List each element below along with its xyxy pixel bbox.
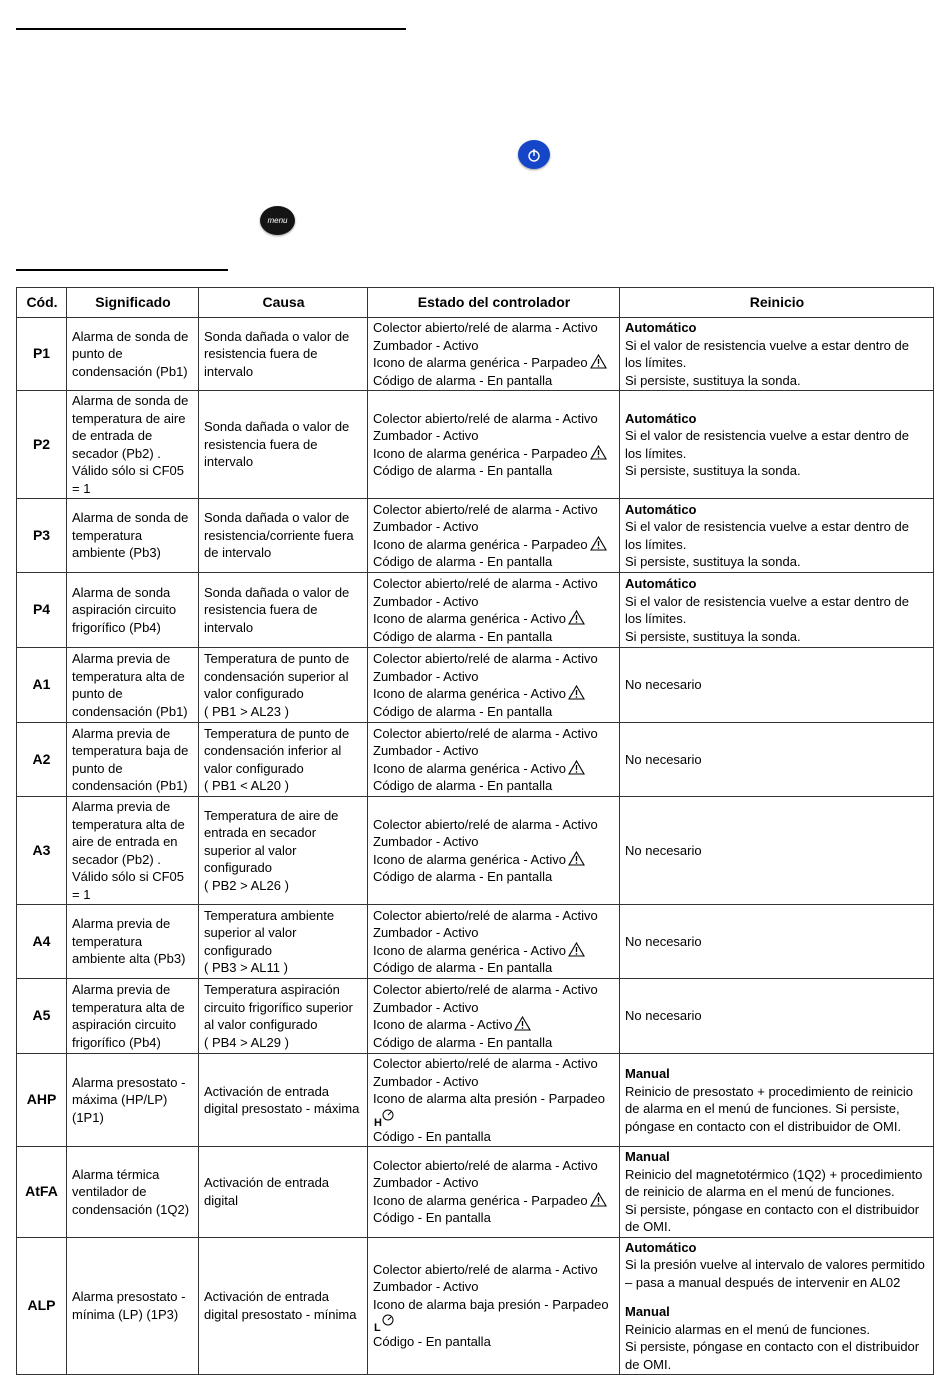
controller-state-text: Icono de alarma genérica - Activo [373,686,566,701]
warning-triangle-icon [590,1192,607,1207]
alarm-cause-cell [199,499,368,573]
table-row [17,573,934,648]
table-row [17,979,934,1054]
table-row [17,1147,934,1238]
alarm-code: P3 [17,499,67,573]
power-button[interactable] [518,140,550,169]
controller-state-text: Zumbador - Activo [373,999,479,1015]
table-row [17,499,934,573]
controller-state-text: Colector abierto/relé de alarma - Activo [373,725,598,741]
reset-cell [620,1054,934,1147]
alarm-code: A2 [17,723,67,797]
controller-state-line [373,410,615,428]
high-pressure-icon-letter: H [374,1116,382,1128]
controller-state-line [373,851,615,869]
controller-state-line [373,907,615,925]
controller-state-line [373,777,615,795]
alarm-cause-condition: ( PB4 > AL29 ) [204,1034,289,1050]
controller-state-text: Código de alarma - En pantalla [373,1034,553,1050]
controller-state-cell [368,979,620,1054]
controller-state-text: Colector abierto/relé de alarma - Activo [373,501,598,517]
controller-state-line [373,462,615,480]
reset-cell [620,723,934,797]
controller-state-line [373,1055,615,1073]
controller-state-line [373,833,615,851]
controller-state-line [373,1209,615,1227]
controller-state-text: Colector abierto/relé de alarma - Activo [373,1261,598,1277]
reset-cell [620,573,934,648]
controller-state-line [373,501,615,519]
controller-state-text: Zumbador - Activo [373,743,479,758]
controller-state-text: Zumbador - Activo [373,668,479,684]
alarm-code: AHP [17,1054,67,1147]
alarm-code: A4 [17,905,67,979]
controller-state-text: Zumbador - Activo [373,593,479,609]
controller-state-text: Código de alarma - En pantalla [373,628,553,644]
reset-description-secondary: Si persiste, póngase en contacto con el distribuidor de OMI. [625,1339,920,1372]
controller-state-line [373,685,615,703]
reset-description: Si el valor de resistencia vuelve a estar dentro de los límites. [625,519,909,552]
controller-state-line [373,981,615,999]
controller-state-text: Código - En pantalla [373,1128,491,1144]
low-pressure-icon [373,1313,395,1333]
reset-description: No necesario [625,933,702,949]
alarm-cause: Sonda dañada o valor de resistencia/corriente fuera de intervalo [204,510,354,561]
controller-state-line [373,1296,615,1314]
reset-description: Si el valor de resistencia vuelve a estar dentro de los límites. [625,593,909,626]
alarm-cause-cell [199,1237,368,1375]
controller-state-text: Colector abierto/relé de alarma - Activo [373,410,598,426]
reset-cell [620,499,934,573]
controller-state-text: Zumbador - Activo [373,519,479,534]
controller-state-text: Icono de alarma genérica - Parpadeo [373,445,588,461]
controller-state-line [373,1073,615,1091]
alarm-cause-cell [199,391,368,499]
table-row [17,905,934,979]
controller-state-line [373,518,615,536]
alarm-cause-condition: ( PB3 > AL11 ) [204,960,288,975]
controller-state-line [373,628,615,646]
controller-state-cell [368,905,620,979]
table-row [17,648,934,723]
table-row [17,391,934,499]
alarm-cause: Temperatura de aire de entrada en secador superior al valor configurado [204,807,339,876]
warning-triangle-icon [568,851,585,866]
alarm-meaning: Alarma térmica ventilador de condensación (1Q2) [67,1147,199,1238]
controller-state-line [373,445,615,463]
reset-mode: Automático [625,1239,697,1255]
alarm-meaning: Alarma de sonda aspiración circuito frigorífico (Pb4) [67,573,199,648]
controller-state-line [373,650,615,668]
reset-description: No necesario [625,677,702,693]
controller-state-line [373,319,615,337]
controller-state-line [373,354,615,372]
controller-state-line [373,1090,615,1108]
controller-state-text: Colector abierto/relé de alarma - Activo [373,1157,598,1173]
reset-description: No necesario [625,751,702,767]
warning-triangle-icon [568,610,585,625]
alarm-code: P4 [17,573,67,648]
alarm-code: ALP [17,1237,67,1375]
controller-state-cell [368,1237,620,1375]
alarm-code: A5 [17,979,67,1054]
controller-state-line [373,1034,615,1052]
column-header-cause: Causa [199,288,368,318]
reset-mode: Manual [625,1149,670,1164]
controller-state-text: Código de alarma - En pantalla [373,869,553,884]
controller-state-line [373,742,615,760]
alarm-cause-cell [199,723,368,797]
reset-description: Si el valor de resistencia vuelve a estar dentro de los límites. [625,337,909,370]
reset-mode: Automático [625,320,697,335]
column-header-code: Cód. [17,288,67,318]
warning-triangle-icon [514,1016,531,1031]
alarm-cause-cell [199,648,368,723]
controller-state-line [373,1128,615,1146]
alarm-meaning: Alarma de sonda de temperatura de aire de entrada de secador (Pb2) . Válido sólo si CF05 = 1 [67,391,199,499]
reset-description: No necesario [625,1008,702,1024]
controller-state-text: Colector abierto/relé de alarma - Activo [373,320,598,335]
controller-state-line [373,1261,615,1279]
controller-state-line [373,725,615,743]
high-pressure-icon [373,1108,395,1128]
alarm-cause-cell [199,1147,368,1238]
menu-button[interactable] [260,206,295,235]
alarm-cause-condition: ( PB2 > AL26 ) [204,877,289,893]
menu-button-label: menu [267,216,288,225]
controller-state-cell [368,318,620,391]
reset-mode: Manual [625,1066,670,1081]
header-rule [16,28,406,30]
controller-state-line [373,1174,615,1192]
controller-state-text: Zumbador - Activo [373,1175,479,1191]
controller-state-text: Colector abierto/relé de alarma - Activo [373,907,598,923]
alarm-cause: Activación de entrada digital [204,1175,330,1208]
controller-state-text: Código de alarma - En pantalla [373,960,553,975]
controller-state-cell [368,723,620,797]
controller-state-text: Icono de alarma genérica - Activo [373,760,566,776]
reset-description: Reinicio de presostato + procedimiento de reinicio de alarma en el menú de funciones. Si persiste, póngase en contacto con el distribuidor de OMI. [625,1083,913,1134]
alarm-cause: Temperatura de punto de condensación superior al valor configurado [204,651,350,701]
controller-state-cell [368,499,620,573]
reset-mode-secondary: Manual [625,1304,670,1319]
table-row [17,797,934,905]
table-row [17,1054,934,1147]
alarm-meaning: Alarma previa de temperatura baja de punto de condensación (Pb1) [67,723,199,797]
controller-state-line [373,1016,615,1034]
controller-state-line [373,924,615,942]
warning-triangle-icon [568,760,585,775]
alarm-cause: Temperatura aspiración circuito frigorífico superior al valor configurado [204,982,353,1032]
controller-state-line [373,942,615,960]
controller-state-text: Zumbador - Activo [373,1279,479,1295]
table-row [17,723,934,797]
alarm-meaning: Alarma previa de temperatura alta de aire de entrada en secador (Pb2) . Válido sólo si CF05 = 1 [67,797,199,905]
controller-state-line [373,337,615,355]
controller-state-text: Código de alarma - En pantalla [373,703,553,719]
reset-description: Si el valor de resistencia vuelve a estar dentro de los límites. [625,428,909,461]
alarm-cause-cell [199,905,368,979]
table-row [17,318,934,391]
alarm-meaning: Alarma presostato - máxima (HP/LP) (1P1) [67,1054,199,1147]
controller-state-text: Código de alarma - En pantalla [373,778,553,793]
reset-description: Reinicio del magnetotérmico (1Q2) + procedimiento de reinicio de alarma en el menú de funciones. [625,1166,923,1199]
reset-cell [620,391,934,499]
alarm-cause-condition: ( PB1 > AL23 ) [204,703,289,719]
section-rule [16,269,228,271]
controller-state-text: Icono de alarma genérica - Parpadeo [373,536,588,552]
reset-description: Si persiste, sustituya la sonda. [625,554,801,569]
reset-cell [620,797,934,905]
alarm-meaning: Alarma presostato - mínima (LP) (1P3) [67,1237,199,1375]
controller-state-text: Icono de alarma genérica - Activo [373,851,566,867]
alarm-cause: Sonda dañada o valor de resistencia fuera de intervalo [204,328,350,379]
reset-description: Si la presión vuelve al intervalo de valores permitido – pasa a manual después de intervenir en AL02 [625,1257,925,1290]
alarm-cause-cell [199,318,368,391]
warning-triangle-icon [590,354,607,369]
controller-state-text: Código de alarma - En pantalla [373,463,553,478]
controller-state-line [373,575,615,593]
controller-state-text: Colector abierto/relé de alarma - Activo [373,982,598,997]
reset-cell [620,905,934,979]
reset-mode: Automático [625,576,697,591]
controller-state-text: Zumbador - Activo [373,1073,479,1089]
controller-state-line [373,1157,615,1175]
controller-state-line [373,372,615,390]
alarm-meaning: Alarma de sonda de punto de condensación (Pb1) [67,318,199,391]
table-header-row [17,288,934,318]
low-pressure-icon-letter: L [374,1322,381,1334]
alarm-cause: Sonda dañada o valor de resistencia fuera de intervalo [204,584,350,635]
reset-spacer [625,1291,929,1303]
controller-state-line [373,703,615,721]
reset-description: Si persiste, sustituya la sonda. [625,372,801,388]
alarm-meaning: Alarma de sonda de temperatura ambiente (Pb3) [67,499,199,573]
controller-state-line [373,668,615,686]
controller-state-text: Icono de alarma alta presión - Parpadeo [373,1091,605,1106]
controller-state-line [373,1333,615,1351]
reset-cell [620,318,934,391]
controller-state-text: Icono de alarma genérica - Parpadeo [373,1192,588,1208]
controller-state-line [373,427,615,445]
reset-description: No necesario [625,842,702,858]
warning-triangle-icon [590,536,607,551]
controller-state-cell [368,797,620,905]
controller-state-cell [368,391,620,499]
controller-state-text: Colector abierto/relé de alarma - Activo [373,1056,598,1071]
alarm-cause: Sonda dañada o valor de resistencia fuera de intervalo [204,419,350,470]
alarm-code: A1 [17,648,67,723]
alarm-code: A3 [17,797,67,905]
controller-state-text: Icono de alarma genérica - Activo [373,942,566,958]
alarm-cause-cell [199,797,368,905]
column-header-state: Estado del controlador [368,288,620,318]
controller-state-line [373,816,615,834]
reset-description: Si persiste, sustituya la sonda. [625,628,801,644]
column-header-meaning: Significado [67,288,199,318]
controller-state-cell [368,573,620,648]
alarm-table [16,287,934,1375]
controller-state-text: Zumbador - Activo [373,428,479,443]
reset-cell [620,1237,934,1375]
warning-triangle-icon [590,445,607,460]
alarm-cause: Activación de entrada digital presostato - mínima [204,1289,357,1322]
reset-description: Si persiste, sustituya la sonda. [625,463,801,478]
controller-state-line [373,1278,615,1296]
reset-description-secondary: Reinicio alarmas en el menú de funciones. [625,1321,870,1337]
controller-state-line [373,959,615,977]
controller-state-text: Icono de alarma genérica - Activo [373,611,566,626]
controller-state-text: Colector abierto/relé de alarma - Activo [373,651,598,666]
controller-state-line [373,760,615,778]
controller-state-cell [368,648,620,723]
alarm-cause: Temperatura de punto de condensación inferior al valor configurado [204,725,350,776]
warning-triangle-icon [568,942,585,957]
reset-mode: Automático [625,501,697,517]
alarm-meaning: Alarma previa de temperatura alta de punto de condensación (Pb1) [67,648,199,723]
controller-state-text: Zumbador - Activo [373,925,479,940]
alarm-meaning: Alarma previa de temperatura ambiente alta (Pb3) [67,905,199,979]
warning-triangle-icon [568,685,585,700]
reset-cell [620,1147,934,1238]
controller-state-line [373,536,615,554]
reset-mode: Automático [625,410,697,426]
controller-state-cell [368,1054,620,1147]
table-row [17,1237,934,1375]
controller-state-text: Código de alarma - En pantalla [373,554,553,569]
alarm-meaning: Alarma previa de temperatura alta de aspiración circuito frigorífico (Pb4) [67,979,199,1054]
controller-state-text: Código - En pantalla [373,1210,491,1226]
controller-state-line [373,868,615,886]
controller-state-line [373,1192,615,1210]
alarm-code: AtFA [17,1147,67,1238]
controller-state-cell [368,1147,620,1238]
controller-state-text: Zumbador - Activo [373,834,479,849]
reset-cell [620,979,934,1054]
reset-cell [620,648,934,723]
controller-state-text: Icono de alarma - Activo [373,1017,513,1032]
controller-state-text: Icono de alarma genérica - Parpadeo [373,355,588,370]
controller-state-line [373,610,615,628]
power-icon [526,147,542,163]
column-header-reset: Reinicio [620,288,934,318]
controller-state-line [373,593,615,611]
alarm-cause-cell [199,979,368,1054]
alarm-code: P2 [17,391,67,499]
alarm-cause-condition: ( PB1 < AL20 ) [204,778,289,793]
alarm-cause: Temperatura ambiente superior al valor configurado [204,907,335,958]
alarm-code: P1 [17,318,67,391]
alarm-cause: Activación de entrada digital presostato - máxima [204,1083,360,1116]
controller-state-text: Código de alarma - En pantalla [373,372,553,388]
alarm-cause-cell [199,573,368,648]
reset-description: Si persiste, póngase en contacto con el distribuidor de OMI. [625,1201,920,1234]
controller-state-text: Código - En pantalla [373,1334,491,1350]
controller-state-text: Colector abierto/relé de alarma - Activo [373,816,598,832]
controller-state-line [373,553,615,571]
controller-state-text: Icono de alarma baja presión - Parpadeo [373,1296,609,1312]
controller-state-line [373,999,615,1017]
alarm-cause-cell [199,1054,368,1147]
controller-state-text: Zumbador - Activo [373,337,479,353]
controller-state-text: Colector abierto/relé de alarma - Activo [373,576,598,591]
